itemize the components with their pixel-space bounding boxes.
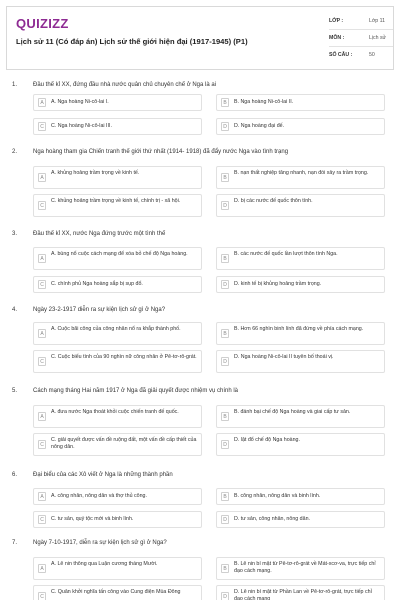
option-text: B. công nhân, nông dân và binh lính. xyxy=(234,493,321,499)
option-c[interactable] xyxy=(33,350,202,373)
option-a[interactable] xyxy=(33,488,202,505)
option-text: A. đưa nước Nga thoát khỏi cuộc chiến tranh đế quốc. xyxy=(51,409,179,415)
grade-value: Lớp 11 xyxy=(369,18,385,24)
option-b[interactable] xyxy=(216,166,385,189)
option-a[interactable] xyxy=(33,247,202,270)
option-d[interactable] xyxy=(216,118,385,135)
question-number: 4. xyxy=(12,307,18,313)
option-letter-box: C xyxy=(38,515,46,524)
option-text: A. Nga hoàng Ni-cô-lai I. xyxy=(51,99,109,105)
option-b[interactable] xyxy=(216,488,385,505)
question-count-label: SỐ CÂU : xyxy=(329,52,353,58)
option-letter-box: B xyxy=(221,564,229,573)
worksheet-title: Lịch sử 11 (Có đáp án) Lịch sử thế giới hiện đại (1917-1945) (P1) xyxy=(16,37,248,46)
option-a[interactable] xyxy=(33,405,202,428)
option-text: D. Nga hoàng Ni-cô-lai II tuyên bố thoái vị. xyxy=(234,354,334,360)
option-text: C. Quân khởi nghĩa tấn công vào Cung điện Mùa Đông xyxy=(51,589,181,595)
option-d[interactable] xyxy=(216,433,385,456)
option-text: C. tư sản, quý tộc mới và binh lính. xyxy=(51,516,134,522)
option-letter-box: A xyxy=(38,329,46,338)
option-letter-box: B xyxy=(221,492,229,501)
option-text: A. Cuộc bãi công của công nhân nổ ra khắp thành phố. xyxy=(51,326,181,332)
question-text: Nga hoàng tham gia Chiến tranh thế giới thứ nhất (1914- 1918) đã đẩy nước Nga vào tình trạng xyxy=(33,149,289,155)
option-letter-box: A xyxy=(38,564,46,573)
option-d[interactable] xyxy=(216,276,385,293)
question-text: Đại biểu của các Xô viết ở Nga là những thành phần xyxy=(33,472,173,478)
option-text: B. Lê nin bí mật từ Pê-tơ-rô-grát về Mát-xcơ-va, trực tiếp chỉ đạo cách mạng. xyxy=(234,561,376,574)
option-letter-box: A xyxy=(38,173,46,182)
option-text: C. Nga hoàng Ni-cô-lai III. xyxy=(51,123,112,129)
question-number: 5. xyxy=(12,388,18,394)
option-d[interactable] xyxy=(216,350,385,373)
worksheet-header xyxy=(6,6,394,70)
option-letter-box: A xyxy=(38,492,46,501)
option-letter-box: D xyxy=(221,440,229,449)
option-text: B. đánh bại chế độ Nga hoàng và giai cấp tư sản. xyxy=(234,409,351,415)
option-b[interactable] xyxy=(216,247,385,270)
option-c[interactable] xyxy=(33,511,202,528)
option-letter-box: D xyxy=(221,357,229,366)
option-letter-box: B xyxy=(221,412,229,421)
question-text: Đầu thế kỉ XX, nước Nga đứng trước một tình thế xyxy=(33,231,166,237)
option-d[interactable] xyxy=(216,511,385,528)
option-b[interactable] xyxy=(216,405,385,428)
option-letter-box: A xyxy=(38,412,46,421)
option-d[interactable] xyxy=(216,585,385,600)
option-letter-box: C xyxy=(38,440,46,449)
option-letter-box: C xyxy=(38,280,46,289)
question-number: 7. xyxy=(12,540,18,546)
grade-label: LỚP : xyxy=(329,18,344,24)
question-text: Đầu thế kỉ XX, đứng đầu nhà nước quân chủ chuyên chế ở Nga là ai xyxy=(33,82,217,88)
option-letter-box: B xyxy=(221,329,229,338)
question-number: 2. xyxy=(12,149,18,155)
option-d[interactable] xyxy=(216,194,385,217)
option-text: C. Cuộc biểu tình của 90 nghìn nữ công nhân ở Pê-tơ-rô-grát. xyxy=(51,354,197,360)
option-letter-box: D xyxy=(221,122,229,131)
option-letter-box: C xyxy=(38,201,46,210)
option-a[interactable] xyxy=(33,166,202,189)
option-c[interactable] xyxy=(33,118,202,135)
question-text: Cách mạng tháng Hai năm 1917 ở Nga đã giải quyết được nhiệm vụ chính là xyxy=(33,388,239,394)
question-number: 6. xyxy=(12,472,18,478)
option-b[interactable] xyxy=(216,94,385,111)
option-letter-box: A xyxy=(38,98,46,107)
option-a[interactable] xyxy=(33,94,202,111)
option-text: A. khủng hoảng trầm trọng về kinh tế. xyxy=(51,170,140,176)
option-text: D. tư sản, công nhân, nông dân. xyxy=(234,516,310,522)
option-b[interactable] xyxy=(216,322,385,345)
option-text: D. kinh tế bị khủng hoảng trầm trọng. xyxy=(234,281,322,287)
option-letter-box: D xyxy=(221,592,229,600)
option-letter-box: C xyxy=(38,357,46,366)
option-c[interactable] xyxy=(33,276,202,293)
option-text: C. giải quyết được vấn đề ruộng đất, một vấn đề cấp thiết của nông dân. xyxy=(51,437,197,450)
divider xyxy=(329,46,393,47)
option-text: C. chính phủ Nga hoàng sắp bị sụp đổ. xyxy=(51,281,143,287)
subject-value: Lịch sử xyxy=(369,35,387,41)
option-text: D. lật đổ chế độ Nga hoàng. xyxy=(234,437,300,443)
option-c[interactable] xyxy=(33,585,202,600)
option-letter-box: B xyxy=(221,98,229,107)
option-text: B. Hơn 66 nghìn binh lính đã đứng về phía cách mạng. xyxy=(234,326,364,332)
option-letter-box: B xyxy=(221,254,229,263)
option-b[interactable] xyxy=(216,557,385,580)
option-text: B. nạn thất nghiệp tăng nhanh, nạn đói xảy ra trầm trọng. xyxy=(234,170,369,176)
option-text: A. công nhân, nông dân và thợ thủ công. xyxy=(51,493,147,499)
quizizz-logo: QUIZIZZ xyxy=(16,16,69,31)
divider xyxy=(329,29,393,30)
question-text: Ngày 7-10-1917, diễn ra sự kiện lịch sử gì ở Nga? xyxy=(33,540,167,546)
option-text: B. các nước đế quốc lần lượt thôn tính Nga. xyxy=(234,251,338,257)
option-letter-box: B xyxy=(221,173,229,182)
question-number: 1. xyxy=(12,82,18,88)
option-text: D. bị các nước đế quốc thôn tính. xyxy=(234,198,313,204)
option-c[interactable] xyxy=(33,433,202,456)
question-count-value: 50 xyxy=(369,52,375,58)
option-c[interactable] xyxy=(33,194,202,217)
option-text: C. khủng hoảng trầm trọng về kinh tế, chính trị - xã hội. xyxy=(51,198,181,204)
option-letter-box: D xyxy=(221,515,229,524)
option-text: D. Lê nin bí mật từ Phần Lan về Pê-tơ-rô-grát, trực tiếp chỉ đạo cách mạng xyxy=(234,589,372,600)
option-text: A. Lê nin thông qua Luận cương tháng Mười. xyxy=(51,561,158,567)
option-a[interactable] xyxy=(33,557,202,580)
question-text: Ngày 23-2-1917 diễn ra sự kiện lịch sử gì ở Nga? xyxy=(33,307,166,313)
question-number: 3. xyxy=(12,231,18,237)
option-letter-box: C xyxy=(38,592,46,600)
option-text: A. bùng nổ cuộc cách mạng để xóa bỏ chế độ Nga hoàng. xyxy=(51,251,188,257)
option-letter-box: A xyxy=(38,254,46,263)
option-letter-box: D xyxy=(221,201,229,210)
option-a[interactable] xyxy=(33,322,202,345)
option-letter-box: C xyxy=(38,122,46,131)
option-text: B. Nga hoàng Ni-cô-lai II. xyxy=(234,99,294,105)
option-letter-box: D xyxy=(221,280,229,289)
subject-label: MÔN : xyxy=(329,35,345,41)
option-text: D. Nga hoàng đại đế. xyxy=(234,123,285,129)
